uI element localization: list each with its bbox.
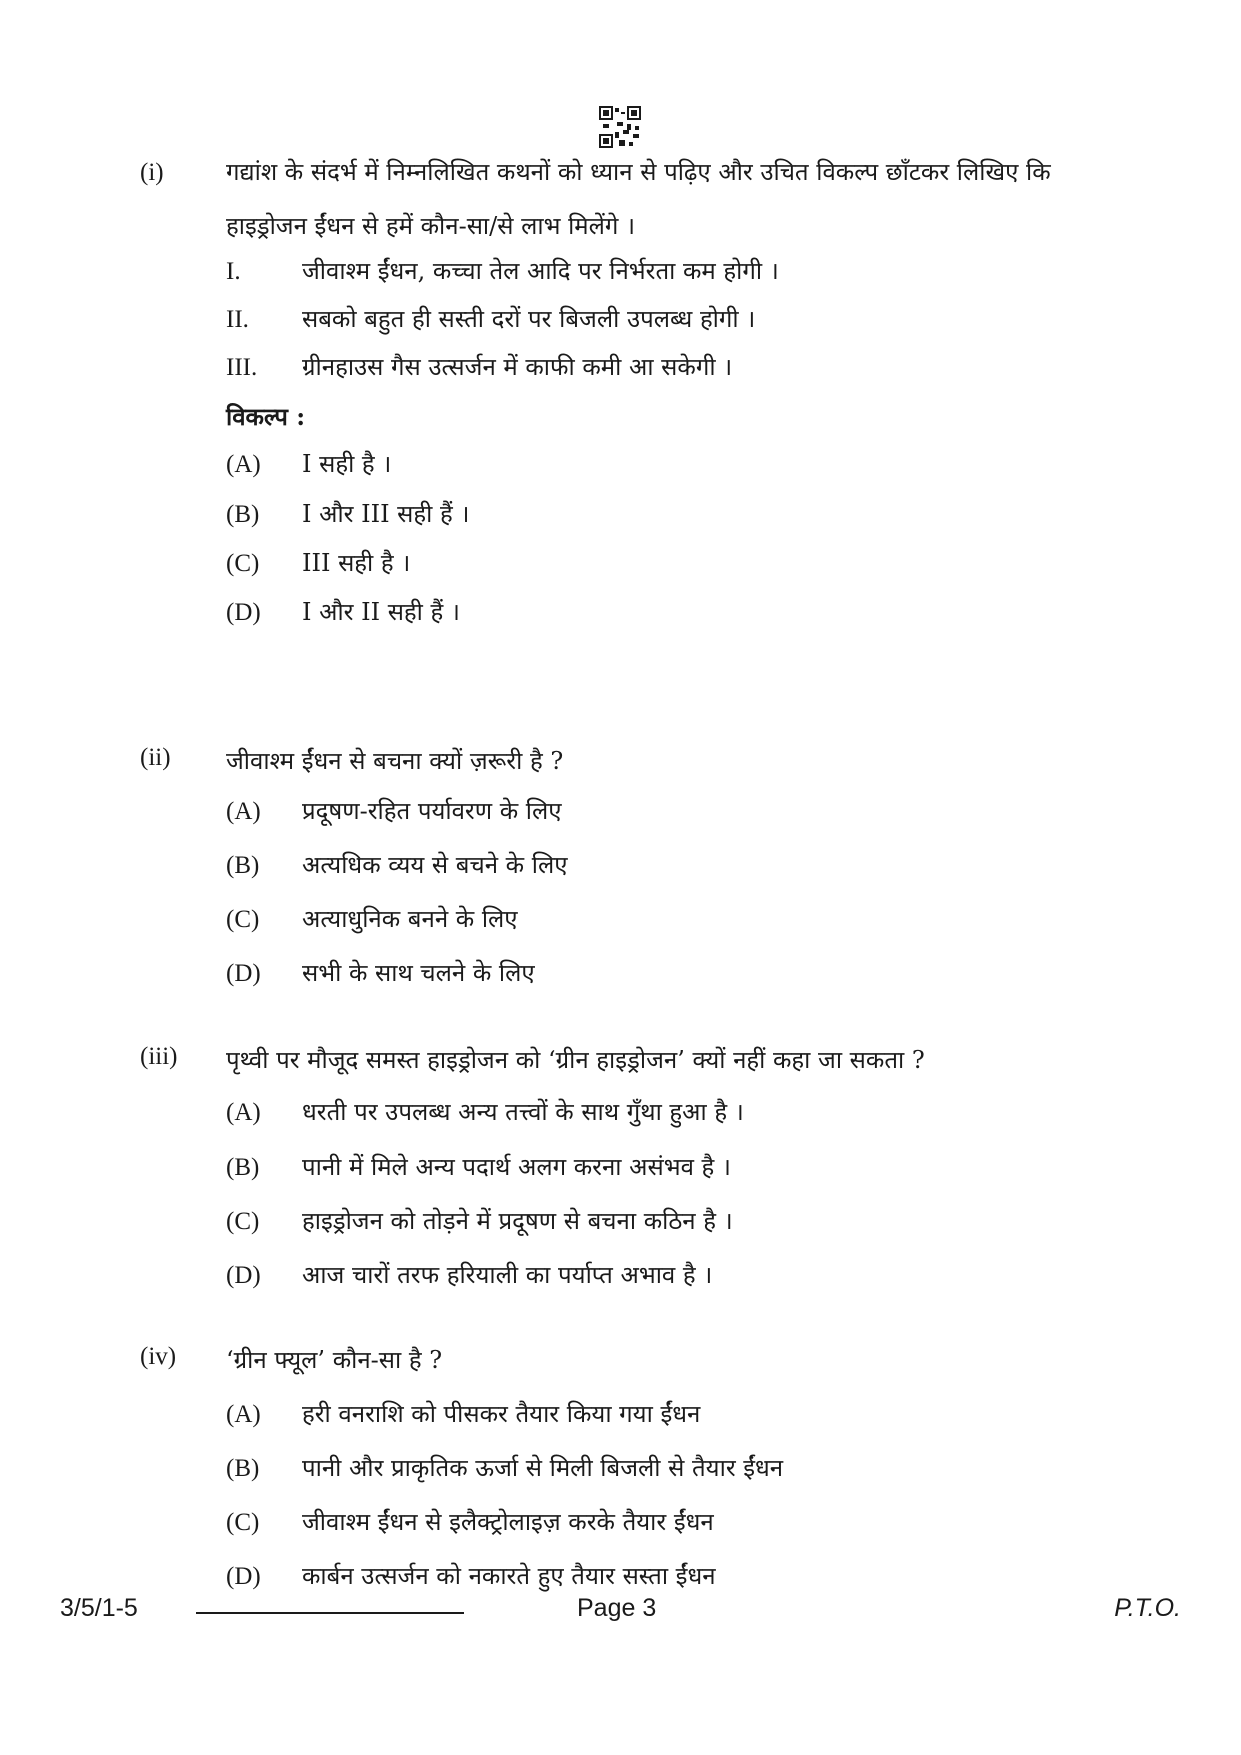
option-item — [226, 1150, 731, 1183]
option-text: धरती पर उपलब्ध अन्य तत्त्वों के साथ गुँथा हुआ है । — [302, 1098, 744, 1126]
question-number: (i) — [140, 159, 164, 186]
option-item — [226, 1204, 733, 1237]
question-number: (iv) — [140, 1343, 177, 1370]
statement-item — [226, 302, 755, 335]
statement-item — [226, 350, 732, 383]
option-label: (C) — [226, 1509, 260, 1536]
option-item — [226, 956, 535, 989]
pto-label: P.T.O. — [1114, 1594, 1181, 1622]
option-item — [226, 794, 562, 827]
option-label: (A) — [226, 798, 261, 825]
option-text: कार्बन उत्सर्जन को नकारते हुए तैयार सस्ता ईंधन — [302, 1562, 716, 1590]
option-text: III सही है । — [302, 549, 411, 577]
statement-text: सबको बहुत ही सस्ती दरों पर बिजली उपलब्ध होगी । — [302, 305, 756, 333]
page-number: Page 3 — [577, 1594, 657, 1622]
option-item — [226, 1559, 716, 1592]
option-text: I सही है । — [302, 450, 392, 478]
option-text: जीवाश्म ईंधन से इलैक्ट्रोलाइज़ करके तैयार ईंधन — [302, 1508, 714, 1536]
option-text: हाइड्रोजन को तोड़ने में प्रदूषण से बचना कठिन है । — [302, 1207, 733, 1235]
paper-code: 3/5/1-5 — [60, 1594, 138, 1622]
option-item — [226, 447, 391, 480]
statement-text: जीवाश्म ईंधन, कच्चा तेल आदि पर निर्भरता कम होगी । — [302, 257, 779, 285]
options-heading: विकल्प : — [226, 402, 306, 431]
option-text: I और II सही हैं । — [302, 598, 460, 626]
option-item — [226, 1505, 714, 1538]
option-item — [226, 546, 410, 579]
statement-item — [226, 254, 779, 287]
question-text: गद्यांश के संदर्भ में निम्नलिखित कथनों को ध्यान से पढ़िए और उचित विकल्प छाँटकर लिखिए कि हाइड्रोजन ईंधन से हमें कौन-सा/से लाभ मिलेंगे । — [226, 158, 1051, 240]
option-label: (C) — [226, 906, 260, 933]
option-text: पानी में मिले अन्य पदार्थ अलग करना असंभव है । — [302, 1153, 732, 1181]
option-label: (C) — [226, 1208, 260, 1235]
option-text: आज चारों तरफ हरियाली का पर्याप्त अभाव है । — [302, 1261, 713, 1289]
option-text: अत्याधुनिक बनने के लिए — [302, 905, 518, 933]
option-text: हरी वनराशि को पीसकर तैयार किया गया ईंधन — [302, 1400, 701, 1428]
qr-code — [599, 106, 641, 148]
option-text: I और III सही हैं । — [302, 500, 470, 528]
option-label: (D) — [226, 599, 261, 626]
option-item — [226, 1397, 700, 1430]
question-number: (iii) — [140, 1043, 178, 1070]
statement-label: II. — [226, 306, 249, 333]
option-label: (A) — [226, 1401, 261, 1428]
statement-label: I. — [226, 258, 241, 285]
option-label: (D) — [226, 960, 261, 987]
option-text: पानी और प्राकृतिक ऊर्जा से मिली बिजली से तैयार ईंधन — [302, 1454, 784, 1482]
option-label: (C) — [226, 550, 260, 577]
question-text: पृथ्वी पर मौजूद समस्त हाइड्रोजन को ‘ग्रीन हाइड्रोजन’ क्यों नहीं कहा जा सकता ? — [226, 1046, 925, 1074]
option-label: (B) — [226, 501, 260, 528]
question-text: ‘ग्रीन फ्यूल’ कौन-सा है ? — [226, 1346, 443, 1374]
option-label: (D) — [226, 1262, 261, 1289]
option-label: (B) — [226, 1455, 260, 1482]
option-item — [226, 902, 518, 935]
statement-label: III. — [226, 354, 258, 381]
option-item — [226, 1451, 783, 1484]
option-label: (A) — [226, 1099, 261, 1126]
option-label: (D) — [226, 1563, 261, 1590]
option-item — [226, 595, 460, 628]
statement-text: ग्रीनहाउस गैस उत्सर्जन में काफी कमी आ सकेगी । — [302, 353, 733, 381]
option-text: सभी के साथ चलने के लिए — [302, 959, 535, 987]
question-number: (ii) — [140, 744, 171, 771]
option-label: (B) — [226, 852, 260, 879]
option-text: अत्यधिक व्यय से बचने के लिए — [302, 851, 568, 879]
option-item — [226, 848, 568, 881]
option-text: प्रदूषण-रहित पर्यावरण के लिए — [302, 797, 562, 825]
footer-divider — [196, 1612, 464, 1614]
option-item — [226, 1258, 712, 1291]
question-text: जीवाश्म ईंधन से बचना क्यों ज़रूरी है ? — [226, 747, 564, 775]
option-item — [226, 1095, 744, 1128]
option-label: (A) — [226, 451, 261, 478]
option-item — [226, 497, 469, 530]
option-label: (B) — [226, 1154, 260, 1181]
